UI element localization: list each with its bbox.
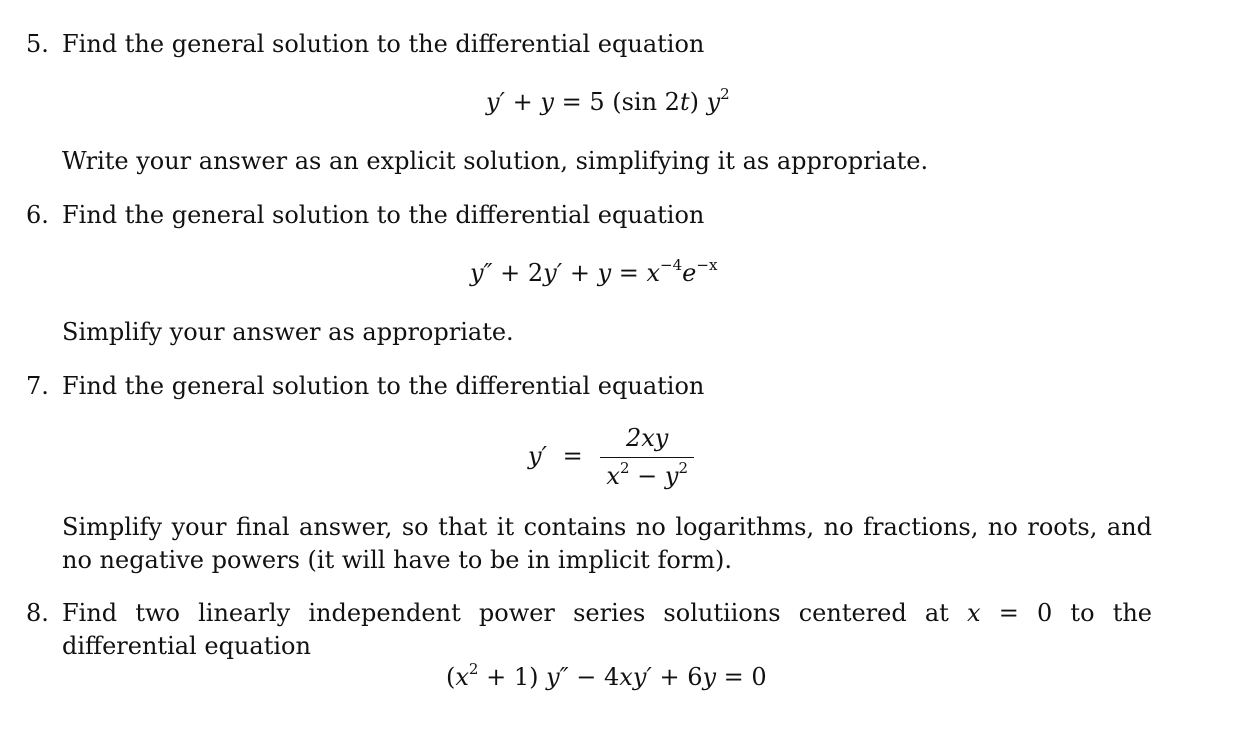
problem-6-number: 6.	[26, 201, 49, 229]
problem-5-intro: Find the general solution to the differential equation	[62, 30, 705, 58]
eq7-den-minus: −	[629, 462, 665, 491]
eq5-lhs: y′ + y	[486, 88, 554, 116]
problem-7-intro: Find the general solution to the differential equation	[62, 372, 705, 400]
eq6-rel: =	[611, 259, 647, 287]
eq6-y2: y″	[470, 259, 493, 287]
problem-5-note: Write your answer as an explicit solution, simplifying it as appropriate.	[62, 147, 929, 175]
problem-8-intro-x: x	[967, 599, 981, 627]
eq6-y1: y′	[543, 259, 563, 287]
problem-7-number: 7.	[26, 372, 49, 400]
problem-5-number: 5.	[26, 30, 49, 58]
eq7-den-x: x	[606, 462, 620, 491]
eq8-rest: = 0	[716, 663, 767, 691]
eq5-rhs-a: 5 (sin 2	[589, 88, 680, 116]
eq6-y: y	[597, 259, 612, 287]
eq8-plus-one: + 1)	[478, 663, 547, 691]
eq5-rhs-exp: 2	[720, 85, 730, 103]
problem-7-equation	[528, 422, 694, 493]
eq8-minus: − 4	[568, 663, 620, 691]
eq7-denominator	[600, 458, 694, 493]
eq6-x-exp: −4	[660, 256, 683, 274]
problem-6-note: Simplify your answer as appropriate.	[62, 318, 514, 346]
eq6-e: e	[682, 259, 697, 287]
eq8-open: (	[446, 663, 456, 691]
eq7-numerator: 2xy	[626, 424, 669, 452]
eq5-rhs-b: )	[689, 88, 707, 116]
problem-5-equation	[486, 86, 730, 119]
eq8-plus-six: + 6	[651, 663, 703, 691]
eq8-y2: y″	[546, 663, 569, 691]
eq8-x: x	[455, 663, 469, 691]
eq6-plus2: +	[562, 259, 598, 287]
eq5-rhs-y: y	[706, 88, 721, 116]
problem-7-note: Simplify your final answer, so that it contains no logarithms, no fractions, no roots, and no negative powers (it will have to be in implicit form).	[62, 513, 1152, 574]
eq7-fraction	[600, 422, 694, 493]
eq8-xy: xy′	[619, 663, 652, 691]
problem-8-equation	[446, 661, 767, 694]
eq7-rel: =	[562, 442, 583, 471]
eq8-y: y	[702, 663, 717, 691]
eq6-e-exp: −x	[696, 256, 718, 274]
problem-8-number: 8.	[26, 599, 49, 627]
eq6-plus1: + 2	[492, 259, 544, 287]
problem-6-equation	[470, 257, 717, 290]
eq7-den-exp1: 2	[619, 459, 630, 478]
eq8-x-exp: 2	[468, 660, 479, 678]
eq7-lhs: y′	[528, 442, 548, 471]
eq7-den-exp2: 2	[678, 459, 688, 478]
problem-8-intro-b: = 0 to the differential equation	[62, 599, 1152, 660]
eq5-rel: =	[561, 88, 582, 116]
problem-8-intro-a: Find two linearly independent power series solutiions centered at	[62, 599, 967, 627]
problem-6-intro: Find the general solution to the differential equation	[62, 201, 705, 229]
eq6-x: x	[646, 259, 661, 287]
eq7-den-y: y	[664, 462, 679, 491]
problem-8-intro	[62, 597, 1152, 663]
eq5-rhs-t: t	[679, 88, 690, 116]
